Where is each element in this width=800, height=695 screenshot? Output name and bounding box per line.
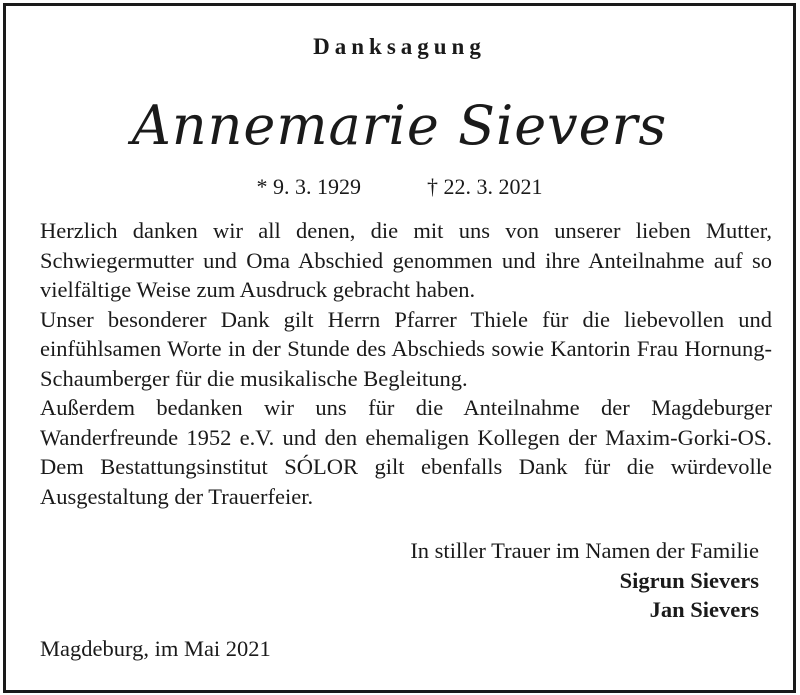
thanks-text	[40, 216, 772, 511]
signature-intro: In stiller Trauer im Namen der Familie	[410, 538, 759, 563]
deceased-name: Annemarie Sievers	[131, 94, 668, 157]
notice-heading: Danksagung	[313, 34, 486, 59]
signature-name: Sigrun Sievers	[619, 567, 759, 593]
death-date: † 22. 3. 2021	[427, 174, 543, 199]
thanks-paragraph: Unser besonderer Dank gilt Herrn Pfarrer Thiele für die liebevollen und einfühlsamen Worte in der Stunde des Abschieds sowie Kantorin Frau Hornung-Schaumberger für die musikalische Begleitung.	[40, 306, 772, 391]
obituary-notice-frame	[3, 3, 796, 693]
place-and-date: Magdeburg, im Mai 2021	[40, 636, 271, 661]
life-dates	[6, 174, 793, 200]
birth-date: * 9. 3. 1929	[256, 174, 361, 199]
thanks-paragraph: Herzlich danken wir all denen, die mit uns von unserer lieben Mutter, Schwiegermutter und Oma Abschied genommen und ihre Anteilnahme auf so vielfältige Weise zum Ausdruck gebracht haben.	[40, 218, 772, 302]
family-signature	[410, 536, 759, 625]
thanks-paragraph: Außerdem bedanken wir uns für die Anteilnahme der Magdeburger Wanderfreunde 1952 e.V. und den ehemaligen Kollegen der Maxim-Gorki-OS. Dem Bestattungsinstitut SÓLOR gilt ebenfalls Dank für die würdevolle Ausgestaltung der Trauerfeier.	[40, 395, 772, 509]
signature-name: Jan Sievers	[649, 597, 759, 622]
